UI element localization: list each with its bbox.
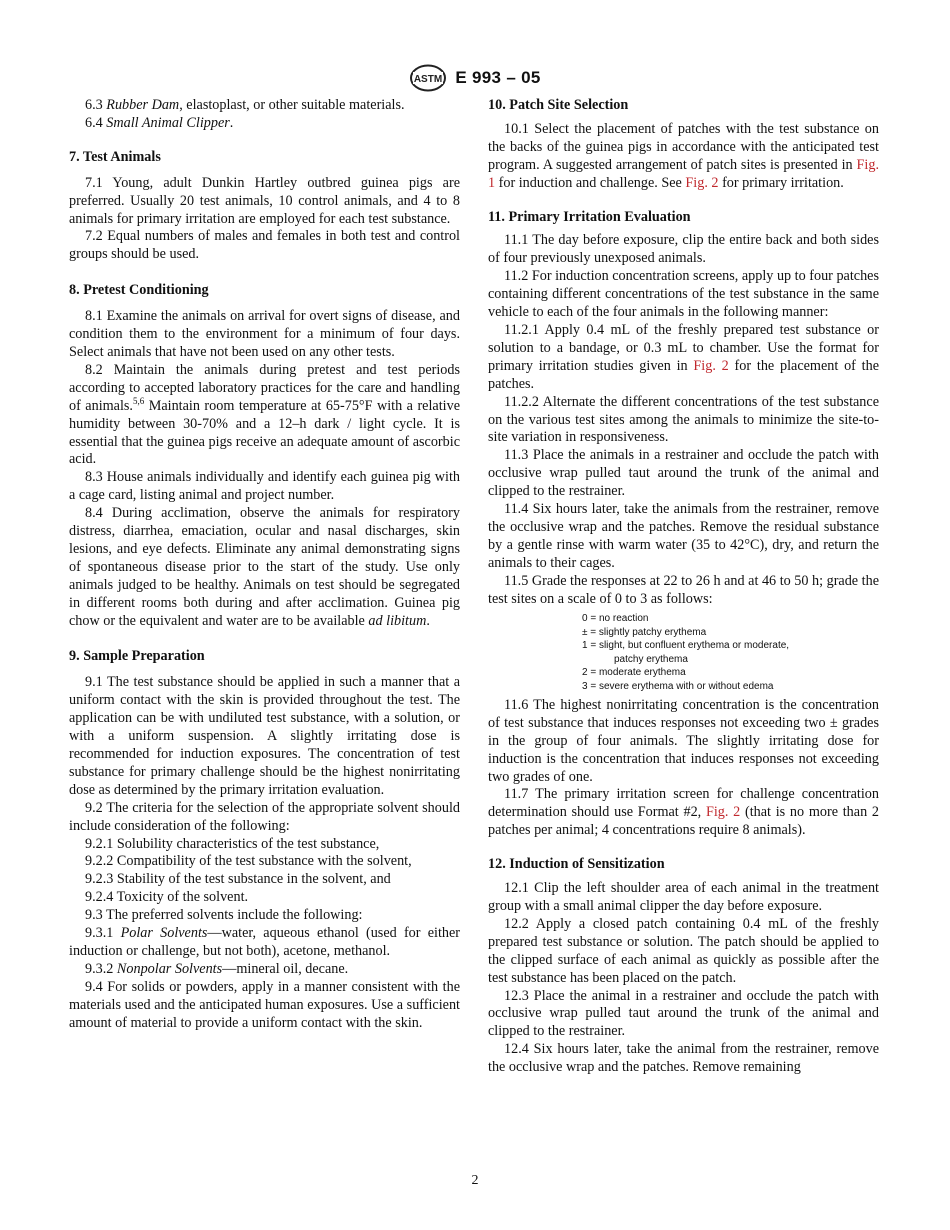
- paragraph-8-1: 8.1 Examine the animals on arrival for overt signs of disease, and condition them to the environment for a minimum of four days. Select animals that have not been used on any other tests.: [69, 308, 460, 360]
- paragraph-8-4: 8.4 During acclimation, observe the animals for respiratory distress, diarrhea, emaciation, ocular and nasal discharges, skin lesions, and eye defects. Eliminate any animal demonstrating signs of spontaneous disease prior to the start of the study. Use only animals judged to be healthy. Animals on test should be segregated in different rooms both during and after acclimation. Guinea pig chow or the equivalent and water are to be available ad libitum.: [69, 505, 460, 629]
- paragraph-12-4: 12.4 Six hours later, take the animal from the restrainer, remove the occlusive wrap and the patches. Remove remaining: [488, 1041, 879, 1076]
- paragraph-6-3: 6.3 Rubber Dam, elastoplast, or other suitable materials.: [85, 97, 405, 113]
- section-heading-10: 10. Patch Site Selection: [488, 97, 629, 113]
- section-heading-7: 7. Test Animals: [69, 148, 161, 165]
- paragraph-9-4: 9.4 For solids or powders, apply in a manner consistent with the materials used and the anticipated human exposures. Use a sufficient amount of material to provide a uniform contact with the skin.: [69, 978, 460, 1031]
- astm-logo-icon: [409, 64, 447, 92]
- paragraph-9-2-1: 9.2.1 Solubility characteristics of the test substance,: [85, 835, 380, 852]
- paragraph-9-2-2: 9.2.2 Compatibility of the test substance with the solvent,: [85, 853, 412, 870]
- grading-scale: [582, 612, 879, 692]
- right-column: [488, 97, 879, 1077]
- paragraph-11-4: 11.4 Six hours later, take the animals from the restrainer, remove the occlusive wrap and the patches. Remove the residual substance by a gentle rinse with warm water (35 to 42°C), dry, and return the animals to their cages.: [488, 501, 879, 571]
- paragraph-6-4: 6.4 Small Animal Clipper.: [85, 114, 234, 131]
- figure-1-link[interactable]: Fig. 1: [488, 156, 879, 191]
- page-header: [0, 64, 950, 92]
- grade-row: 0 = no reaction: [582, 613, 649, 625]
- paragraph-8-2: 8.2 Maintain the animals during pretest and test periods according to accepted laboratory practices for the care and handling of animals.$^{5,6}$ Maintain room temperature at 65-75°F with a relative humidity between 30-70% and a 12–h dark / light cycle. It is essential that the guinea pigs receive an adequate amount of ascorbic acid.: [69, 361, 460, 468]
- paragraph-11-2-1: 11.2.1 Apply 0.4 mL of the freshly prepared test substance or solution to a bandage, or 0.3 mL to chamber. Use the format for primary irritation studies given in Fig. 2 for the placement of the patches.: [488, 321, 879, 392]
- section-heading-11: 11. Primary Irritation Evaluation: [488, 208, 691, 225]
- left-column: [69, 97, 460, 1033]
- paragraph-12-1: 12.1 Clip the left shoulder area of each animal in the treatment group with a small animal clipper the day before exposure.: [488, 880, 879, 914]
- paragraph-11-7: 11.7 The primary irritation screen for challenge concentration determination should use Format #2, Fig. 2 (that is no more than 2 patches per animal; 4 concentrations require 8 animals).: [488, 786, 879, 839]
- paragraph-11-2: 11.2 For induction concentration screens, apply up to four patches containing different concentrations of the test substance in the same vehicle to each of the four animals in the following manner:: [488, 268, 879, 321]
- grade-row: 2 = moderate erythema: [582, 667, 686, 679]
- paragraph-9-3: 9.3 The preferred solvents include the following:: [85, 907, 363, 924]
- paragraph-8-3: 8.3 House animals individually and identify each guinea pig with a cage card, listing animal and project number.: [69, 469, 460, 504]
- paragraph-9-1: 9.1 The test substance should be applied in such a manner that a uniform contact with the skin is provided throughout the test. The application can be with undiluted test substance, with a solution, or with a uniform suspension. A slightly irritating dose is recommended for induction exposures. The concentration of test substance for primary challenge should be the highest nonirritating dose as determined by the primary irritation evaluation.: [69, 674, 460, 798]
- page-number: 2: [471, 1173, 479, 1188]
- paragraph-11-2-2: 11.2.2 Alternate the different concentrations of the test substance on the various test sites among the animals to minimize the site-to-site variation in responsiveness.: [488, 393, 879, 446]
- paragraph-11-1: 11.1 The day before exposure, clip the entire back and both sides of four previously unexposed animals.: [488, 232, 879, 267]
- paragraph-12-2: 12.2 Apply a closed patch containing 0.4 mL of the freshly prepared test substance or solution. The patch should be applied to the clipped surface of each animal as quickly as possible after the test substance has been placed on the patch.: [488, 915, 879, 986]
- paragraph-7-2: 7.2 Equal numbers of males and females in both test and control groups should be used.: [69, 228, 460, 263]
- paragraph-9-2-4: 9.2.4 Toxicity of the solvent.: [85, 889, 249, 906]
- paragraph-9-3-2: 9.3.2 Nonpolar Solvents—mineral oil, decane.: [85, 960, 349, 977]
- paragraph-10-1: 10.1 Select the placement of patches with the test substance on the backs of the guinea pigs in accordance with the anticipated test program. A suggested arrangement of patch sites is presented in Fig. 1 for induction and challenge. See Fig. 2 for primary irritation.: [488, 120, 879, 191]
- grade-row: ± = slightly patchy erythema: [582, 626, 707, 638]
- grade-row: 1 = slight, but confluent erythema or moderate,: [582, 640, 790, 652]
- document-designation: E 993 – 05: [455, 68, 541, 87]
- figure-2-link[interactable]: Fig. 2: [685, 174, 719, 191]
- section-heading-9: 9. Sample Preparation: [69, 648, 205, 665]
- paragraph-11-6: 11.6 The highest nonirritating concentration is the concentration of test substance that induces responses not exceeding two ± grades in the group of four animals. The slightly irritating dose for induction is the concentration that induces responses not exceeding two grades of one.: [488, 696, 879, 785]
- section-heading-12: 12. Induction of Sensitization: [488, 856, 665, 873]
- section-heading-8: 8. Pretest Conditioning: [69, 282, 209, 299]
- figure-2-link[interactable]: Fig. 2: [693, 357, 729, 374]
- paragraph-9-3-1: 9.3.1 Polar Solvents—water, aqueous ethanol (used for either induction or challenge, but not both), acetone, methanol.: [69, 925, 460, 959]
- svg-text:ASTM: ASTM: [414, 74, 443, 85]
- paragraph-9-2: 9.2 The criteria for the selection of the appropriate solvent should include consideration of the following:: [69, 799, 460, 834]
- paragraph-9-2-3: 9.2.3 Stability of the test substance in the solvent, and: [85, 871, 391, 888]
- paragraph-7-1: 7.1 Young, adult Dunkin Hartley outbred guinea pigs are preferred. Usually 20 test animals, 10 control animals, and 4 to 8 animals for primary irritation are employed for each test substance.: [69, 174, 460, 227]
- paragraph-11-5: 11.5 Grade the responses at 22 to 26 h and at 46 to 50 h; grade the test sites on a scale of 0 to 3 as follows:: [488, 572, 879, 607]
- grade-row: 3 = severe erythema with or without edema: [582, 680, 774, 692]
- paragraph-12-3: 12.3 Place the animal in a restrainer and occlude the patch with occlusive wrap pulled taut around the trunk of the animal and clipped to the restrainer.: [488, 987, 879, 1040]
- figure-2-link[interactable]: Fig. 2: [705, 804, 741, 821]
- paragraph-11-3: 11.3 Place the animals in a restrainer and occlude the patch with occlusive wrap pulled taut around the trunk of the animal and clipped to the restrainer.: [488, 447, 879, 500]
- grade-row-continuation: patchy erythema: [614, 653, 688, 665]
